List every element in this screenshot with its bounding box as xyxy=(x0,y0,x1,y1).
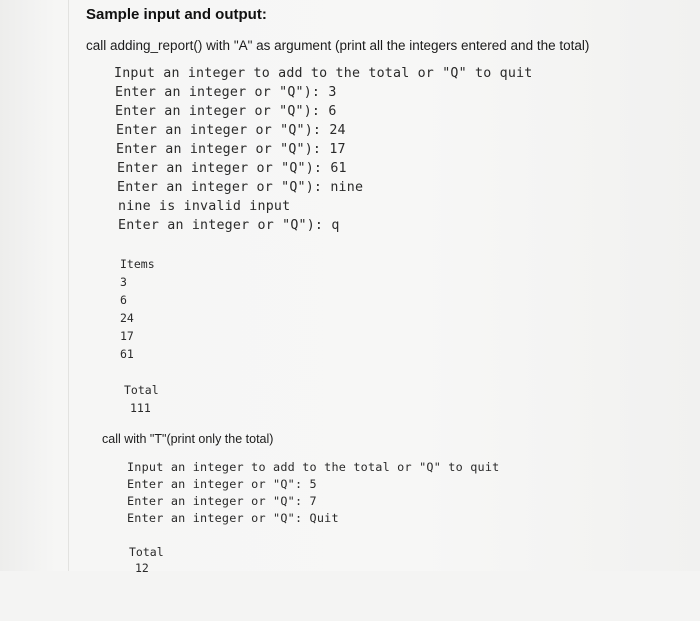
total-value: 111 xyxy=(130,401,151,415)
section-t-total xyxy=(129,545,168,621)
session-line: Enter an integer or "Q"): nine xyxy=(117,180,364,195)
session-line: Enter an integer or "Q"): 6 xyxy=(115,104,337,119)
page-heading: Sample input and output: xyxy=(86,6,267,23)
session-line: Input an integer to add to the total or "Q" to quit xyxy=(127,460,500,474)
section-a-total xyxy=(124,383,163,459)
total-label: Total xyxy=(129,545,164,559)
session-line: Enter an integer or "Q"): 61 xyxy=(117,161,347,176)
section-a-session-output xyxy=(114,66,533,275)
session-line: Enter an integer or "Q": 7 xyxy=(127,494,317,508)
section-a-description: call adding_report() with "A" as argument (print all the integers entered and the total) xyxy=(86,38,590,53)
item-value: 3 xyxy=(120,275,127,289)
page-edge-divider xyxy=(68,0,69,571)
section-t-description: call with "T"(print only the total) xyxy=(102,432,274,446)
session-line: Enter an integer or "Q": 5 xyxy=(127,477,317,491)
session-line: Enter an integer or "Q"): 17 xyxy=(116,142,346,157)
item-value: 61 xyxy=(120,347,134,361)
item-value: 24 xyxy=(120,311,134,325)
item-value: 17 xyxy=(120,329,134,343)
item-value: 6 xyxy=(120,293,127,307)
session-line: Enter an integer or "Q"): q xyxy=(118,218,340,233)
session-line: Enter an integer or "Q"): 3 xyxy=(115,85,337,100)
session-line: Enter an integer or "Q": Quit xyxy=(127,511,339,525)
total-value: 12 xyxy=(135,561,149,575)
session-line: Enter an integer or "Q"): 24 xyxy=(116,123,346,138)
session-line: Input an integer to add to the total or "Q" to quit xyxy=(114,66,533,81)
session-line: nine is invalid input xyxy=(118,199,291,214)
total-label: Total xyxy=(124,383,159,397)
items-label: Items xyxy=(120,257,155,271)
